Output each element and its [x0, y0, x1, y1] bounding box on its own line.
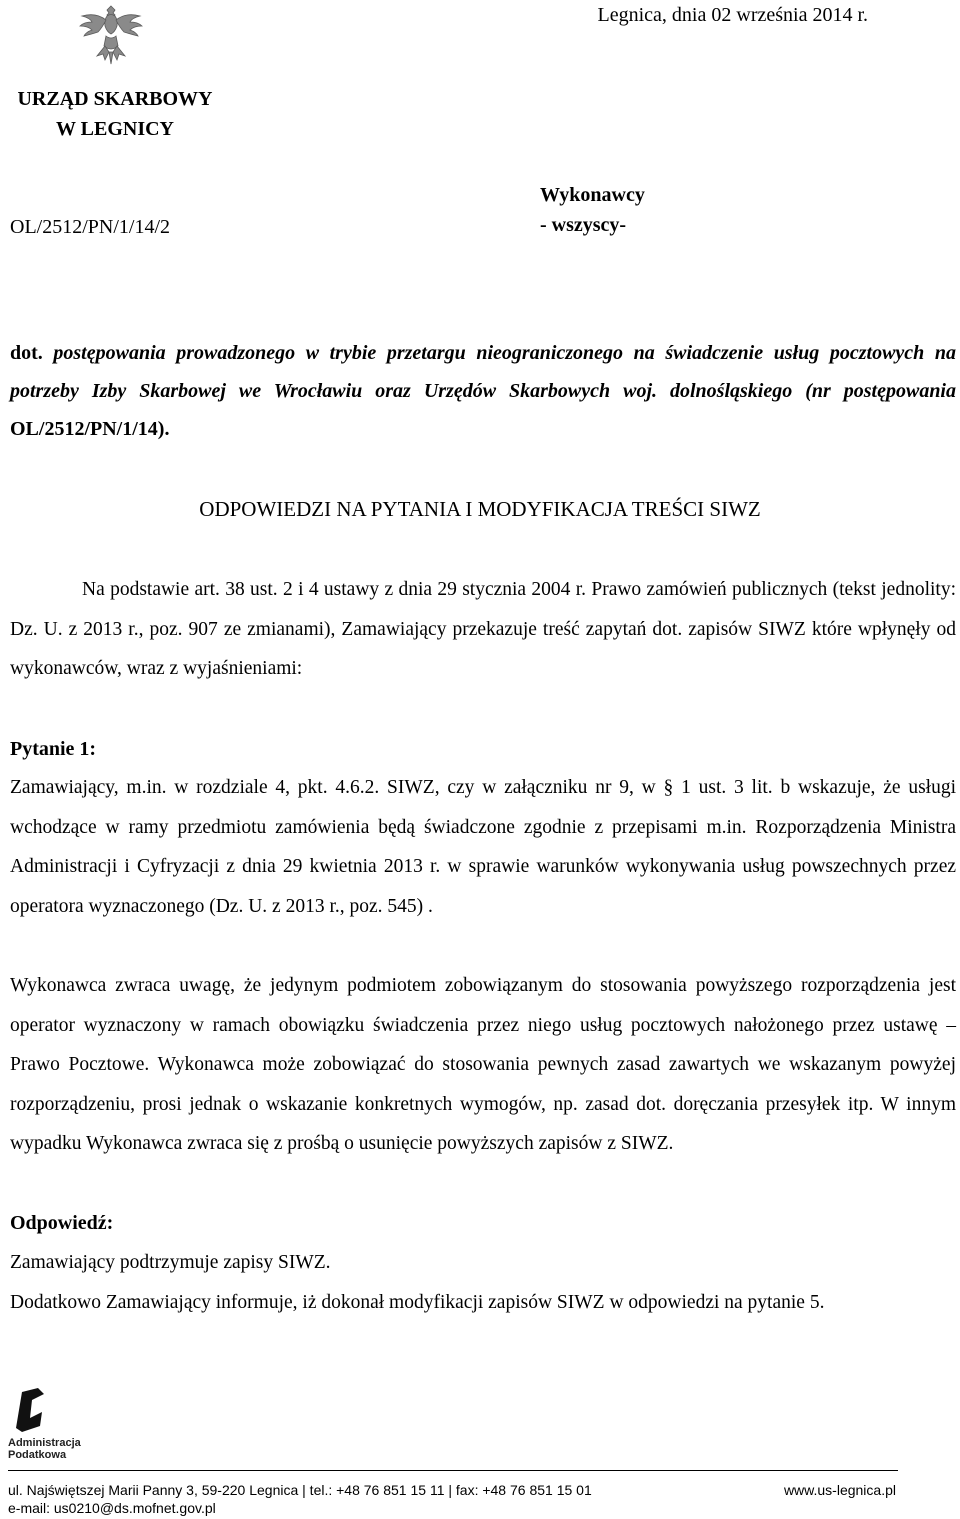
intro-paragraph: Na podstawie art. 38 ust. 2 i 4 ustawy z dnia 29 stycznia 2004 r. Prawo zamówień publicznych (tekst jednolity: Dz. U. z 2013 r., poz. 907 ze zmianami), Zamawiający przekazuje treść zapytań dot. zapisów SIWZ które wpłynęły od wykonawców, wraz z wyjaśnieniami:: [10, 579, 956, 679]
document-date: Legnica, dnia 02 września 2014 r.: [597, 4, 868, 26]
question-title: Pytanie 1:: [10, 738, 97, 760]
answer-paragraph-1: Zamawiający podtrzymuje zapisy SIWZ.: [10, 1252, 331, 1273]
subject-line: [10, 334, 956, 448]
office-name-line1: URZĄD SKARBOWY: [17, 88, 213, 110]
footer-divider: [8, 1470, 898, 1471]
question-paragraph-1: Zamawiający, m.in. w rozdziale 4, pkt. 4.6.2. SIWZ, czy w załączniku nr 9, w § 1 ust. 3 lit. b wskazuje, że usługi wchodzące w ramy przedmiotu zamówienia będą świadczone zgodnie z przepisami m.in. Rozporządzenia Ministra Administracji i Cyfryzacji z dnia 29 kwietnia 2013 r. w sprawie warunków wykonywania usług powszechnych przez operatora wyznaczonego (Dz. U. z 2013 r., poz. 545) .: [10, 777, 956, 917]
footer-website: www.us-legnica.pl: [783, 1482, 896, 1498]
recipients-line2: - wszyscy-: [540, 214, 627, 236]
recipients: [540, 180, 645, 240]
issuing-office: [4, 84, 226, 144]
subject-text: postępowania prowadzonego w trybie przetargu nieograniczonego na świadczenie usług pocztowych na potrzeby Izby Skarbowej we Wrocławiu oraz Urzędów Skarbowych woj. dolnośląskiego (nr postępowania: [10, 342, 957, 402]
document-heading: ODPOWIEDZI NA PYTANIA I MODYFIKACJA TREŚCI SIWZ: [199, 497, 761, 521]
reference-number: OL/2512/PN/1/14/2: [10, 216, 171, 238]
subject-case-number: OL/2512/PN/1/14).: [10, 418, 170, 440]
office-name-line2: W LEGNICY: [56, 118, 174, 140]
logo-text-line2: Podatkowa: [8, 1449, 67, 1461]
administracja-podatkowa-logo-icon: [8, 1388, 90, 1462]
footer-address: ul. Najświętszej Marii Panny 3, 59-220 Legnica | tel.: +48 76 851 15 11 | fax: +48 76 851 15 01: [8, 1482, 592, 1498]
recipients-line1: Wykonawcy: [540, 184, 645, 206]
polish-eagle-emblem-icon: [78, 2, 144, 68]
logo-text-line1: Administracja: [8, 1437, 81, 1449]
footer-email: e-mail: us0210@ds.mofnet.gov.pl: [8, 1500, 216, 1516]
question-paragraph-2: Wykonawca zwraca uwagę, że jedynym podmiotem zobowiązanym do stosowania powyższego rozporządzenia jest operator wyznaczony w ramach obowiązku świadczenia przez niego usług pocztowych nałożonego przez ustawę – Prawo Pocztowe. Wykonawca może zobowiązać do stosowania pewnych zasad zawartych we wskazanym powyżej rozporządzeniu, prosi jednak o wskazanie konkretnych wymogów, np. zasad dot. doręczania przesyłek itp. W innym wypadku Wykonawca zwraca się z prośbą o usunięcie powyższych zapisów z SIWZ.: [10, 975, 956, 1154]
subject-prefix: dot.: [10, 342, 43, 364]
answer-paragraph-2: Dodatkowo Zamawiający informuje, iż dokonał modyfikacji zapisów SIWZ w odpowiedzi na pytanie 5.: [10, 1292, 825, 1313]
answer-title: Odpowiedź:: [10, 1212, 114, 1234]
